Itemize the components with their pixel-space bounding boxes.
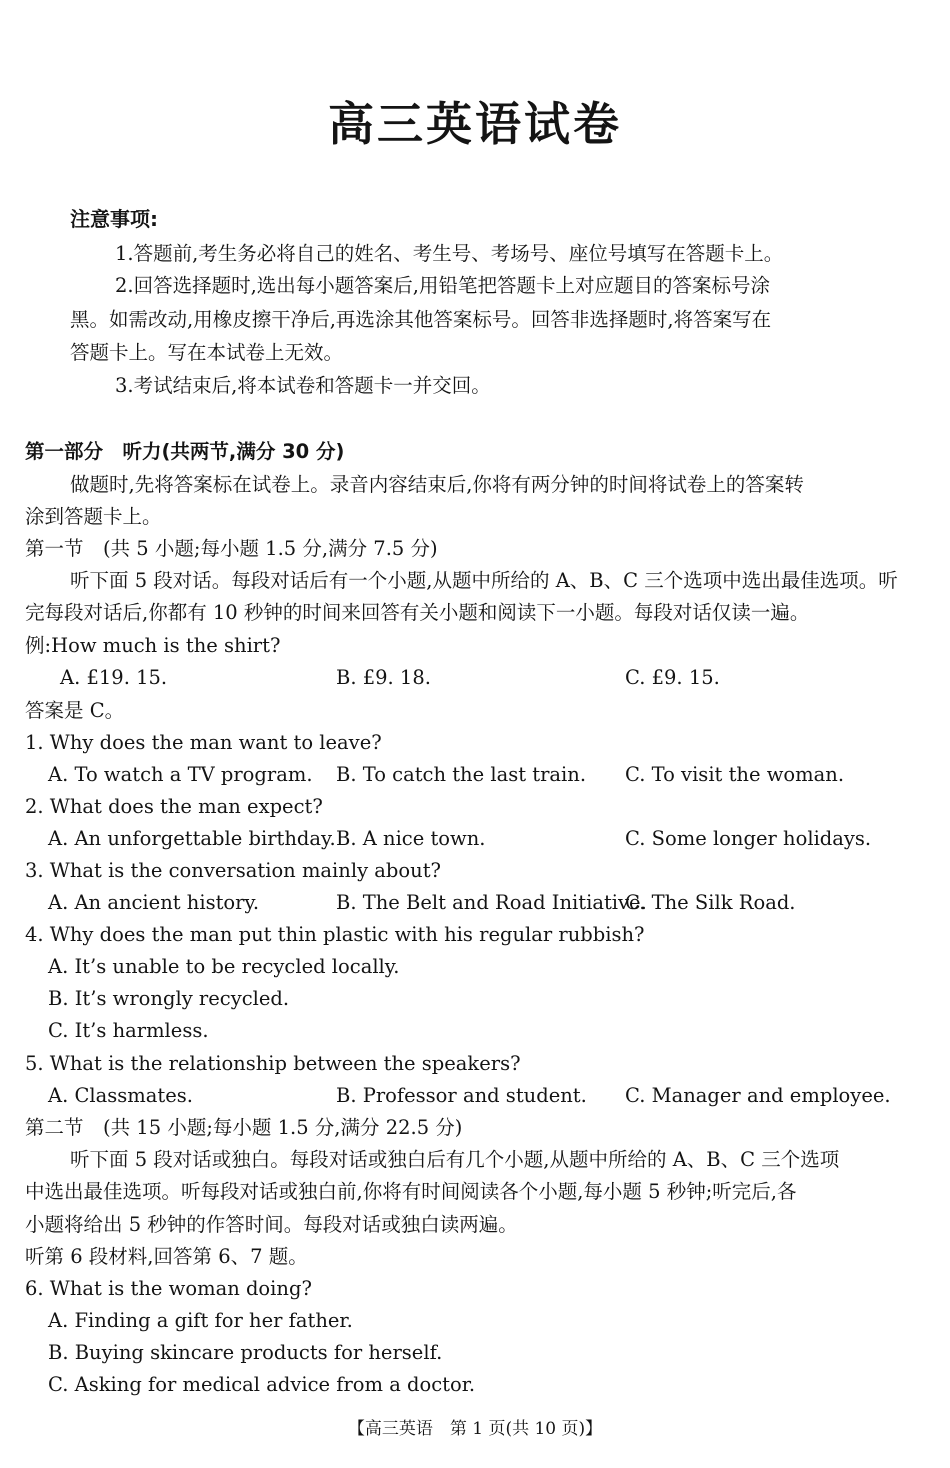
question-6-option-c: C. Asking for medical advice from a doctor.: [48, 1373, 476, 1396]
question-4-option-c: C. It’s harmless.: [48, 1019, 209, 1042]
example-option-b: B. £9. 18.: [336, 666, 431, 689]
question-4: 4. Why does the man put thin plastic with his regular rubbish?: [25, 923, 645, 946]
notice-item-1: 1.答题前,考生务必将自己的姓名、考生号、考场号、座位号填写在答题卡上。: [115, 242, 784, 265]
example-answer: 答案是 C。: [25, 699, 125, 722]
question-4-option-b: B. It’s wrongly recycled.: [48, 987, 290, 1010]
question-3-option-c: C. The Silk Road.: [625, 891, 796, 914]
question-6-option-a: A. Finding a gift for her father.: [48, 1309, 353, 1332]
example-option-c: C. £9. 15.: [625, 666, 720, 689]
question-5-option-a: A. Classmates.: [48, 1084, 193, 1107]
question-5-option-c: C. Manager and employee.: [625, 1084, 891, 1107]
question-3: 3. What is the conversation mainly about?: [25, 859, 442, 882]
page-footer: 【高三英语 第 1 页(共 10 页)】: [347, 1419, 603, 1439]
question-6-option-b: B. Buying skincare products for herself.: [48, 1341, 443, 1364]
section2-intro-line-3: 小题将给出 5 秒钟的作答时间。每段对话或独白读两遍。: [25, 1213, 518, 1236]
section2-intro-line-1: 听下面 5 段对话或独白。每段对话或独白后有几个小题,从题中所给的 A、B、C 三个选项: [70, 1148, 840, 1171]
question-1-option-c: C. To visit the woman.: [625, 763, 845, 786]
question-2-option-b: B. A nice town.: [336, 827, 486, 850]
example-question: 例:How much is the shirt?: [25, 634, 281, 657]
notice-heading: 注意事项:: [70, 207, 158, 231]
part1-heading: 第一部分 听力(共两节,满分 30 分): [25, 440, 345, 463]
part1-intro-line-2: 涂到答题卡上。: [25, 505, 162, 528]
page-title: 高三英语试卷: [328, 97, 622, 151]
question-3-option-b: B. The Belt and Road Initiative.: [336, 891, 647, 914]
part1-intro-line-1: 做题时,先将答案标在试卷上。录音内容结束后,你将有两分钟的时间将试卷上的答案转: [70, 473, 804, 496]
question-6: 6. What is the woman doing?: [25, 1277, 312, 1300]
section1-heading: 第一节 (共 5 小题;每小题 1.5 分,满分 7.5 分): [25, 537, 438, 560]
section2-heading: 第二节 (共 15 小题;每小题 1.5 分,满分 22.5 分): [25, 1116, 463, 1139]
question-1-option-b: B. To catch the last train.: [336, 763, 587, 786]
question-1-option-a: A. To watch a TV program.: [48, 763, 313, 786]
question-5: 5. What is the relationship between the speakers?: [25, 1052, 521, 1075]
question-5-option-b: B. Professor and student.: [336, 1084, 587, 1107]
notice-item-2-line-1: 2.回答选择题时,选出每小题答案后,用铅笔把答题卡上对应题目的答案标号涂: [115, 274, 771, 297]
material-6-instruction: 听第 6 段材料,回答第 6、7 题。: [25, 1245, 308, 1268]
question-3-option-a: A. An ancient history.: [48, 891, 260, 914]
question-2-option-c: C. Some longer holidays.: [625, 827, 872, 850]
example-option-a: A. £19. 15.: [60, 666, 168, 689]
question-2-option-a: A. An unforgettable birthday.: [48, 827, 336, 850]
notice-item-2-line-2: 黑。如需改动,用橡皮擦干净后,再选涂其他答案标号。回答非选择题时,将答案写在: [70, 308, 772, 331]
section2-intro-line-2: 中选出最佳选项。听每段对话或独白前,你将有时间阅读各个小题,每小题 5 秒钟;听完后,各: [25, 1180, 797, 1203]
question-1: 1. Why does the man want to leave?: [25, 731, 382, 754]
section1-intro-line-2: 完每段对话后,你都有 10 秒钟的时间来回答有关小题和阅读下一小题。每段对话仅读一遍。: [25, 601, 810, 624]
question-4-option-a: A. It’s unable to be recycled locally.: [48, 955, 400, 978]
notice-item-3: 3.考试结束后,将本试卷和答题卡一并交回。: [115, 374, 491, 397]
notice-item-2-line-3: 答题卡上。写在本试卷上无效。: [70, 341, 344, 364]
question-2: 2. What does the man expect?: [25, 795, 323, 818]
section1-intro-line-1: 听下面 5 段对话。每段对话后有一个小题,从题中所给的 A、B、C 三个选项中选出最佳选项。听: [70, 569, 898, 592]
